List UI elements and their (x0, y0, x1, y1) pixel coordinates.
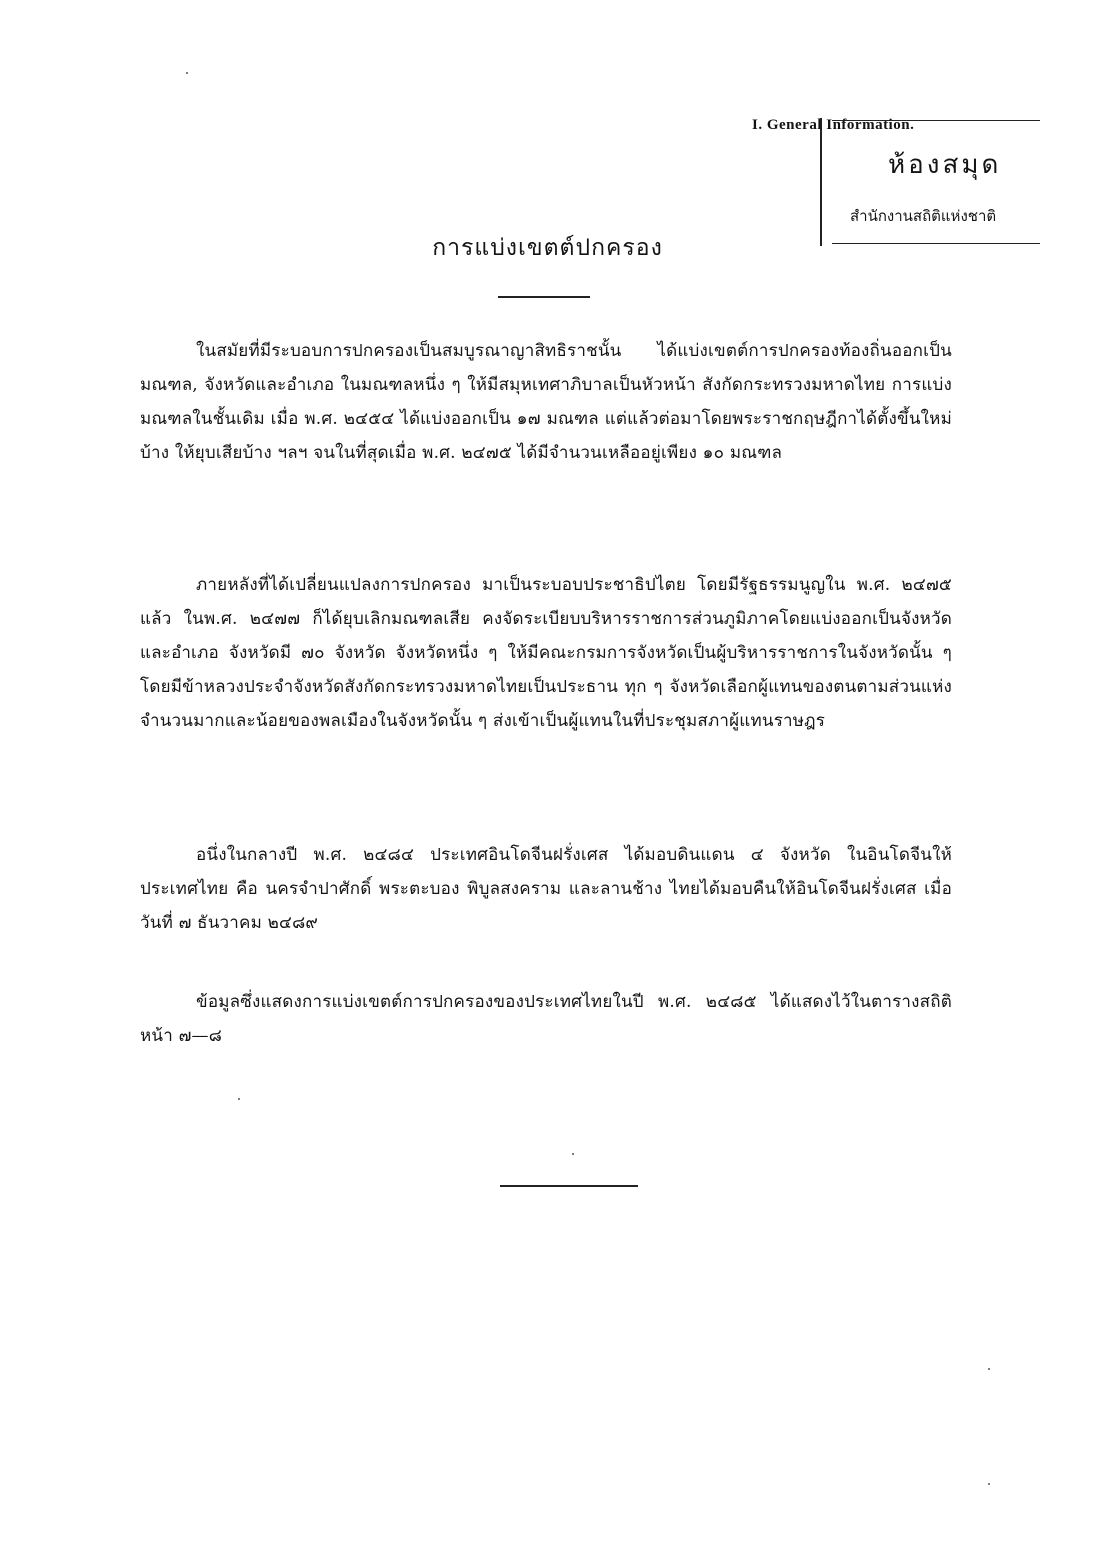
title-underline (498, 296, 590, 298)
scan-speck (572, 1153, 574, 1155)
scan-speck (988, 1368, 990, 1370)
section-header: I. General Information. (752, 117, 915, 133)
stamp-top-rule (832, 120, 1040, 121)
stamp-title: ห้องสมุด (888, 150, 1002, 180)
paragraph-3: อนึ่งในกลางปี พ.ศ. ๒๔๘๔ ประเทศอินโดจีนฝรั่งเศส ได้มอบดินแดน ๔ จังหวัด ในอินโดจีนให้ประเทศไทย คือ นครจำปาศักดิ์ พระตะบอง พิบูลสงคราม และลานช้าง ไทยได้มอบคืนให้อินโดจีนฝรั่งเศส เมื่อวันที่ ๗ ธันวาคม ๒๔๘๙ (140, 845, 952, 933)
scan-speck (186, 72, 188, 74)
closing-rule (500, 1185, 638, 1187)
paragraph-4: ข้อมูลซึ่งแสดงการแบ่งเขตต์การปกครองของประเทศไทยในปี พ.ศ. ๒๔๘๕ ได้แสดงไว้ในตารางสถิติหน้า ๗—๘ (140, 992, 952, 1046)
paragraph-2: ภายหลังที่ได้เปลี่ยนแปลงการปกครอง มาเป็นระบอบประชาธิปไตย โดยมีรัฐธรรมนูญใน พ.ศ. ๒๔๗๕ แล้ว ในพ.ศ. ๒๔๗๗ ก็ได้ยุบเลิกมณฑลเสีย คงจัดระเบียบบริหารราชการส่วนภูมิภาคโดยแบ่งออกเป็นจังหวัดและอำเภอ จังหวัดมี ๗๐ จังหวัด จังหวัดหนึ่ง ๆ ให้มีคณะกรมการจังหวัดเป็นผู้บริหารราชการในจังหวัดนั้น ๆ โดยมีข้าหลวงประจำจังหวัดสังกัดกระทรวงมหาดไทยเป็นประธาน ทุก ๆ จังหวัดเลือกผู้แทนของตนตามส่วนแห่งจำนวนมากและน้อยของพลเมืองในจังหวัดนั้น ๆ ส่งเข้าเป็นผู้แทนในที่ประชุมสภาผู้แทนราษฎร (140, 575, 952, 731)
scan-speck (238, 1098, 240, 1100)
stamp-subtitle: สำนักงานสถิติแห่งชาติ (850, 207, 997, 225)
paragraph-1: ในสมัยที่มีระบอบการปกครองเป็นสมบูรณาญาสิทธิราชนั้น ได้แบ่งเขตต์การปกครองท้องถิ่นออกเป็นมณฑล, จังหวัดและอำเภอ ในมณฑลหนึ่ง ๆ ให้มีสมุหเทศาภิบาลเป็นหัวหน้า สังกัดกระทรวงมหาดไทย การแบ่งมณฑลในชั้นเดิม เมื่อ พ.ศ. ๒๔๕๔ ได้แบ่งออกเป็น ๑๗ มณฑล แต่แล้วต่อมาโดยพระราชกฤษฎีกาได้ตั้งขึ้นใหม่บ้าง ให้ยุบเสียบ้าง ฯลฯ จนในที่สุดเมื่อ พ.ศ. ๒๔๗๕ ได้มีจำนวนเหลืออยู่เพียง ๑๐ มณฑล (140, 341, 952, 463)
scan-speck (988, 1483, 990, 1485)
document-title: การแบ่งเขตต์ปกครอง (432, 235, 663, 261)
library-stamp (820, 118, 1062, 246)
